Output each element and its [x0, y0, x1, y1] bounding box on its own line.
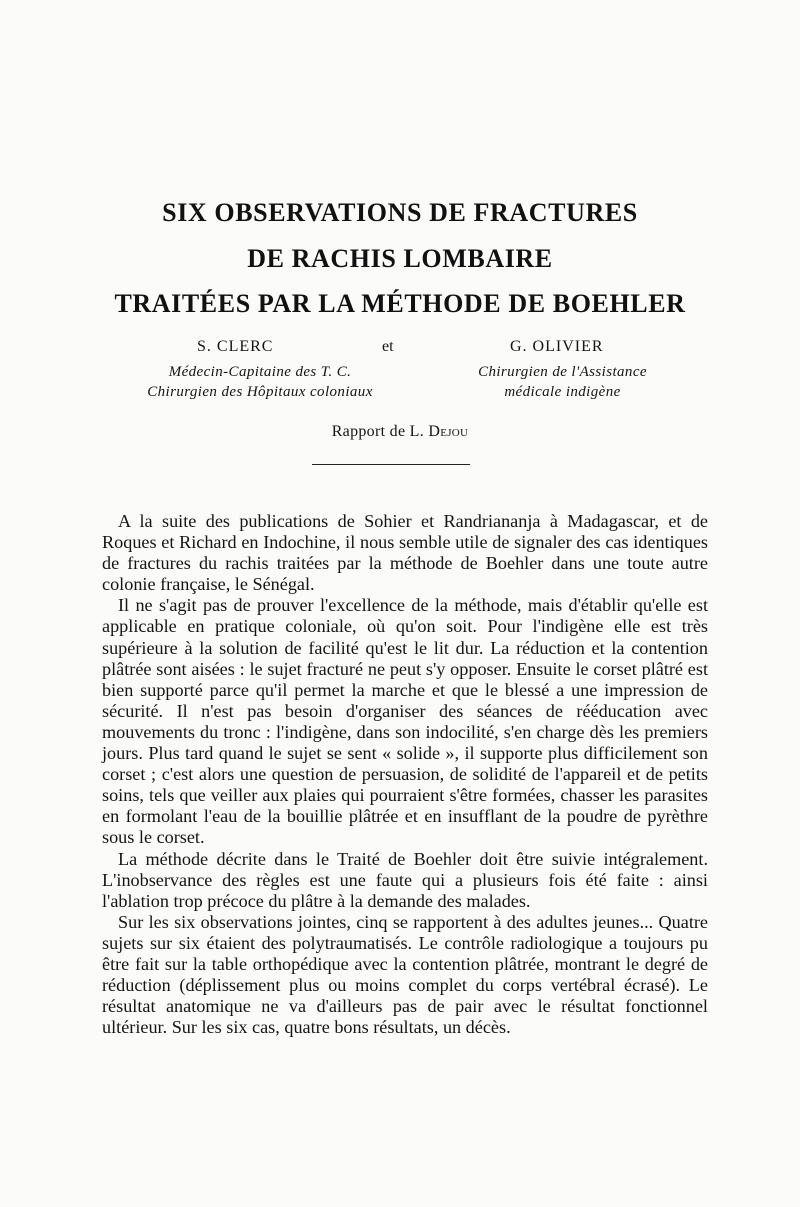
affiliation-1-line-2: Chirurgien des Hôpitaux coloniaux	[147, 384, 373, 400]
report-author-name: Dejou	[428, 423, 469, 440]
paragraph-4: Sur les six observations jointes, cinq se rapportent à des adultes jeunes... Quatre sujets sur six étaient des polytraumatisés. Le contrôle radiologique a toujours pu être fait sur la table orthopédique avec la contention plâtrée, montrant le degré de réduction (déplissement plus ou moins complet du corps vertébral écrasé). Le résultat anatomique ne va d'ailleurs pas de pair avec le résultat fonctionnel ultérieur. Sur les six cas, quatre bons résultats, un décès.	[102, 911, 708, 1038]
author-1-name: S. CLERC	[197, 338, 274, 355]
title-line-1: SIX OBSERVATIONS DE FRACTURES	[162, 198, 638, 227]
article-body	[102, 511, 708, 1038]
author-conjunction: et	[382, 338, 394, 355]
affiliation-1-line-1: Médecin-Capitaine des T. C.	[168, 364, 352, 380]
paragraph-2: Il ne s'agit pas de prouver l'excellence de la méthode, mais d'établir qu'elle est applicable en pratique coloniale, où qu'on soit. Pour l'indigène elle est très supérieure à la solution de facilité qu'est le lit dur. La réduction et la contention plâtrée sont aisées : le sujet fracturé ne peut s'y opposer. Ensuite le corset plâtré est bien supporté parce qu'il permet la marche et que le blessé a une impression de sécurité. Il n'est pas besoin d'organiser des séances de rééducation avec mouvements du tronc : l'indigène, dans son indocilité, s'en charge dès les premiers jours. Plus tard quand le sujet se sent « solide », il supporte plus difficilement son corset ; c'est alors une question de persuasion, de solidité de l'appareil et de petits soins, tels que veiller aux plaies qui pourraient s'être formées, chasser les parasites en formolant l'eau de la bouillie plâtrée et en insufflant de la poudre de pyrèthre sous le corset.	[102, 595, 708, 848]
author-2-name: G. OLIVIER	[510, 338, 604, 355]
separator-rule	[312, 464, 470, 465]
title-line-2: DE RACHIS LOMBAIRE	[247, 244, 553, 273]
report-byline	[0, 423, 800, 441]
author-2-affiliation	[440, 362, 685, 402]
paragraph-1: A la suite des publications de Sohier et Randriananja à Madagascar, et de Roques et Richard en Indochine, il nous semble utile de signaler des cas identiques de fractures du rachis traitées par la méthode de Boehler dans une toute autre colonie française, le Sénégal.	[102, 511, 708, 595]
author-1-affiliation	[110, 362, 410, 402]
affiliation-2-line-2: médicale indigène	[504, 384, 621, 400]
affiliation-2-line-1: Chirurgien de l'Assistance	[478, 364, 647, 380]
report-prefix: Rapport de L.	[331, 423, 425, 440]
paragraph-3: La méthode décrite dans le Traité de Boehler doit être suivie intégralement. L'inobservance des règles est une faute qui a plusieurs fois été faite : ainsi l'ablation trop précoce du plâtre à la demande des malades.	[102, 848, 708, 911]
title-line-3: TRAITÉES PAR LA MÉTHODE DE BOEHLER	[114, 289, 686, 318]
